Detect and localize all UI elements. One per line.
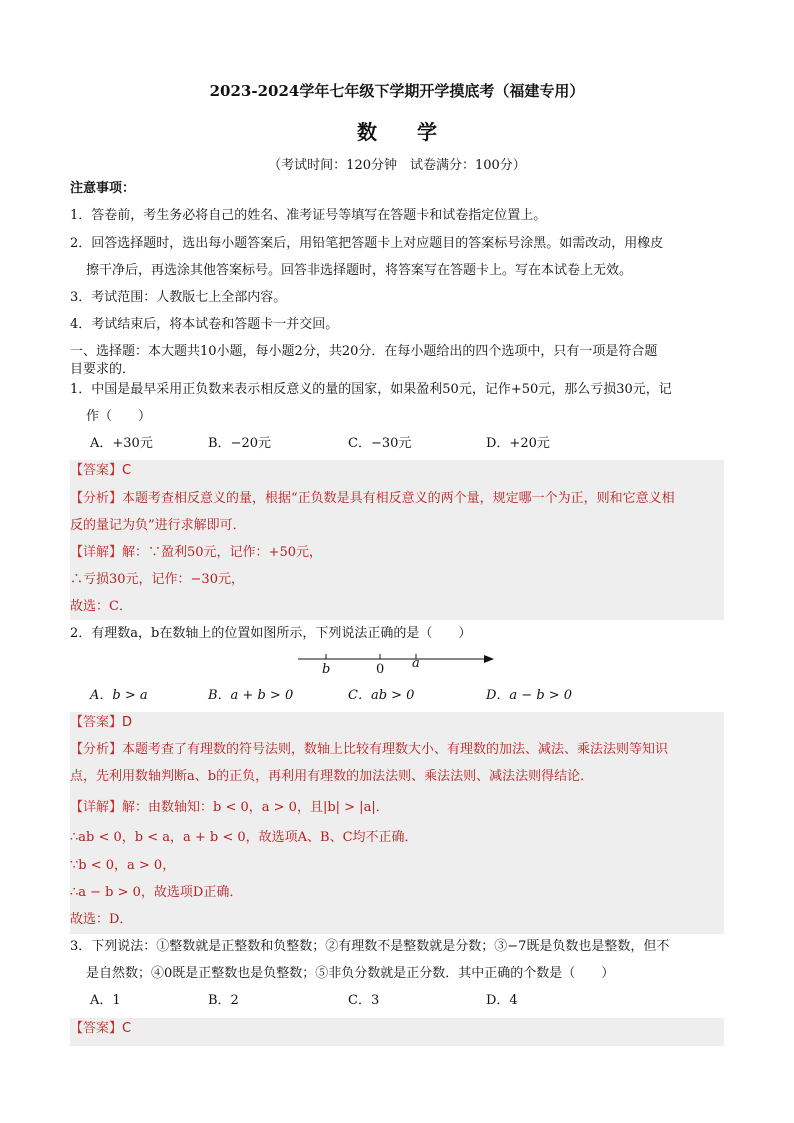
q2-answer-value: D: [122, 715, 133, 730]
q2-detail-line-5: 故选：D．: [70, 912, 133, 927]
q1-analysis-text: 本题考查相反意义的量，根据“正负数是具有相反意义的两个量，规定哪一个为正，则和它意义相: [122, 491, 675, 506]
q1-option-a: A．+30元: [90, 436, 153, 451]
exam-title: 2023-2024学年七年级下学期开学摸底考（福建专用）: [209, 82, 585, 100]
section-heading-line-1: 一、选择题：本大题共10小题，每小题2分，共20分．在每小题给出的四个选项中，只有一项是符合题: [70, 344, 658, 359]
q1-detail-line-2: ∴亏损30元，记作：−30元，: [70, 572, 244, 587]
q1-stem-line-1: 1．中国是最早采用正负数来表示相反意义的量的国家，如果盈利50元，记作+50元，那么亏损30元，记: [70, 382, 672, 397]
q2-detail-line-2: ∴ab < 0，b < a，a + b < 0，故选项A、B、C均不正确．: [70, 830, 418, 845]
q3-answer: [70, 1019, 724, 1039]
exam-info: （考试时间：120分钟 试卷满分：100分）: [268, 158, 526, 173]
q1-analysis-label: 【分析】: [70, 491, 123, 506]
q1-answer: [70, 461, 724, 481]
q2-analysis-text: 本题考查了有理数的符号法则，数轴上比较有理数大小、有理数的加法、减法、乘法法则等知识: [122, 742, 669, 757]
q2-answer-label: 【答案】: [70, 715, 123, 730]
q2-answer: [70, 713, 724, 733]
q1-analysis-line-1: [70, 489, 724, 509]
q1-detail-text: 解：∵盈利50元，记作：+50元，: [122, 545, 322, 560]
note-3: 3．考试范围：人教版七上全部内容。: [70, 290, 287, 305]
notes-heading: 注意事项：: [70, 181, 136, 196]
q3-option-b: B．2: [208, 993, 239, 1008]
q3-answer-value: C: [122, 1021, 132, 1036]
q2-analysis-line-1: [70, 740, 724, 760]
q2-detail-line-3: ∵b < 0，a > 0，: [70, 858, 176, 873]
q3-stem-line-2: 是自然数；④0既是正整数也是负整数；⑤非负分数就是正分数．其中正确的个数是（ ）: [86, 966, 615, 981]
q3-option-d: D．4: [486, 993, 518, 1008]
note-4: 4．考试结束后，将本试卷和答题卡一并交回。: [70, 317, 339, 332]
q2-detail-line-1: [70, 798, 724, 818]
section-heading-line-2: 目要求的．: [70, 362, 136, 377]
q3-option-a: A．1: [90, 993, 121, 1008]
q1-option-b: B．−20元: [208, 436, 271, 451]
q2-detail-line-4: ∴a − b > 0，故选项D正确．: [70, 885, 243, 900]
q1-detail-line-3: 故选：C．: [70, 599, 132, 614]
q2-option-d: D．a − b > 0: [486, 688, 573, 703]
q3-option-c: C．3: [348, 993, 380, 1008]
q1-answer-label: 【答案】: [70, 463, 123, 478]
q2-option-a: A．b > a: [90, 688, 148, 703]
note-2-line-1: 2．回答选择题时，选出每小题答案后，用铅笔把答题卡上对应题目的答案标号涂黑。如需改动，用橡皮: [70, 236, 664, 251]
q1-solution-block: [70, 460, 724, 620]
q2-stem: 2．有理数a，b在数轴上的位置如图所示，下列说法正确的是（ ）: [70, 626, 472, 641]
q1-detail-line-1: [70, 543, 724, 563]
q1-answer-value: C: [122, 463, 132, 478]
number-line-label-a: a: [412, 656, 420, 671]
q2-option-b: B．a + b > 0: [208, 688, 294, 703]
number-line-label-b: b: [322, 662, 331, 677]
note-2-line-2: 擦干净后，再选涂其他答案标号。回答非选择题时，将答案写在答题卡上。写在本试卷上无效。: [86, 263, 633, 278]
q2-detail-label: 【详解】: [70, 800, 123, 815]
number-line-label-0: 0: [376, 662, 385, 677]
q1-stem-line-2: 作（ ）: [86, 409, 152, 424]
q2-analysis-line-2: 点，先利用数轴判断a、b的正负，再利用有理数的加法法则、乘法法则、减法法则得结论．: [70, 769, 594, 784]
q2-analysis-label: 【分析】: [70, 742, 123, 757]
subject-title: 数 学: [357, 120, 437, 144]
q1-option-d: D．+20元: [486, 436, 550, 451]
q2-detail-text: 解：由数轴知：b < 0，a > 0，且|b| > |a|．: [122, 800, 389, 815]
q2-option-c: C．ab > 0: [348, 688, 415, 703]
note-1: 1．答卷前，考生务必将自己的姓名、准考证号等填写在答题卡和试卷指定位置上。: [70, 208, 547, 223]
q1-option-c: C．−30元: [348, 436, 412, 451]
number-line-arrow: [484, 655, 494, 663]
q1-detail-label: 【详解】: [70, 545, 123, 560]
q1-analysis-line-2: 反的量记为负”进行求解即可．: [70, 518, 246, 533]
q3-answer-label: 【答案】: [70, 1021, 123, 1036]
q3-stem-line-1: 3．下列说法：①整数就是正整数和负整数；②有理数不是整数就是分数；③−7既是负数也是整数，但不: [70, 939, 670, 954]
